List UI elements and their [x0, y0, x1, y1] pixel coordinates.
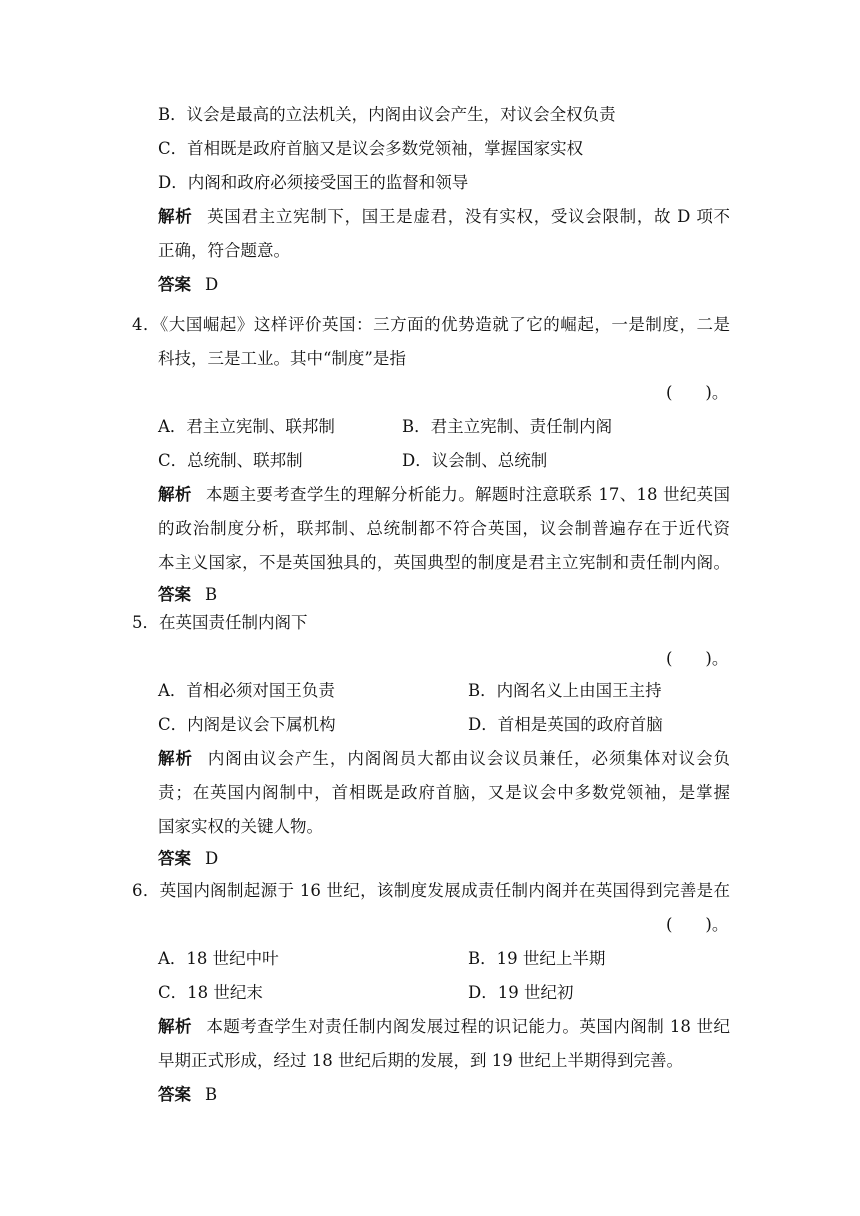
q6-answer: [158, 1084, 217, 1106]
q5-analysis-line-3: 国家实权的关键人物。: [158, 817, 323, 836]
q4-answer: [158, 584, 217, 606]
q3-analysis-line-1: 解析 英国君主立宪制下，国王是虚君，没有实权，受议会限制，故 D 项不: [158, 207, 731, 226]
q5-answer: [158, 848, 218, 870]
q4-option-a: A．君主立宪制、联邦制: [158, 417, 335, 436]
q5-analysis-label: 解析: [158, 749, 193, 768]
q5-option-d: D．首相是英国的政府首脑: [468, 715, 663, 734]
q5-answer-label: 答案: [158, 849, 191, 868]
q5-option-a: A．首相必须对国王负责: [158, 681, 335, 700]
q3-answer: [158, 274, 218, 296]
q4-answer-value: B: [205, 585, 218, 604]
q4-option-b: B．君主立宪制、责任制内阁: [402, 417, 613, 436]
q6-answer-blank: ( )。: [666, 915, 729, 934]
q6-analysis-line-2: 早期正式形成，经过 18 世纪后期的发展，到 19 世纪上半期得到完善。: [158, 1051, 683, 1070]
q4-analysis-line-3: 本主义国家，不是英国独具的，英国典型的制度是君主立宪制和责任制内阁。: [158, 553, 730, 572]
q4-option-d: D．议会制、总统制: [402, 451, 548, 470]
q6-analysis-line-1: 解析 本题考查学生对责任制内阁发展过程的识记能力。英国内阁制 18 世纪: [158, 1017, 730, 1036]
q3-answer-value: D: [205, 275, 219, 294]
q4-stem-line-2: 科技，三是工业。其中“制度”是指: [158, 349, 406, 368]
q4-answer-label: 答案: [158, 585, 191, 604]
q5-option-b: B．内阁名义上由国王主持: [468, 681, 662, 700]
q4-analysis-line-2: 的政治制度分析，联邦制、总统制都不符合英国，议会制普遍存在于近代资: [158, 519, 730, 538]
q5-analysis-line-1: 解析 内阁由议会产生，内阁阁员大都由议会议员兼任，必须集体对议会负: [158, 749, 730, 768]
q4-analysis-label: 解析: [158, 485, 192, 504]
q5-answer-blank: ( )。: [666, 649, 729, 668]
q6-stem: 6．英国内阁制起源于 16 世纪，该制度发展成责任制内阁并在英国得到完善是在: [132, 881, 730, 900]
q3-answer-label: 答案: [158, 275, 191, 294]
q3-option-d: D．内阁和政府必须接受国王的监督和领导: [158, 173, 469, 192]
q4-analysis-line-1: 解析 本题主要考查学生的理解分析能力。解题时注意联系 17、18 世纪英国: [158, 485, 730, 504]
q6-option-a: A．18 世纪中叶: [158, 949, 279, 968]
q5-option-c: C．内阁是议会下属机构: [158, 715, 336, 734]
q3-analysis-line-2: 正确，符合题意。: [158, 241, 290, 260]
q5-stem: 5．在英国责任制内阁下: [132, 613, 308, 632]
q3-option-c: C．首相既是政府首脑又是议会多数党领袖，掌握国家实权: [158, 139, 584, 158]
q6-option-c: C．18 世纪末: [158, 983, 263, 1002]
q4-option-c: C．总统制、联邦制: [158, 451, 303, 470]
q6-answer-label: 答案: [158, 1085, 191, 1104]
q4-answer-blank: ( )。: [666, 383, 729, 402]
q6-answer-value: B: [205, 1085, 218, 1104]
q6-analysis-label: 解析: [158, 1017, 192, 1036]
q6-option-d: D．19 世纪初: [468, 983, 574, 1002]
q5-answer-value: D: [205, 849, 219, 868]
q4-stem-line-1: 4．《大国崛起》这样评价英国：三方面的优势造就了它的崛起，一是制度，二是: [132, 315, 730, 334]
q3-option-b: B．议会是最高的立法机关，内阁由议会产生，对议会全权负责: [158, 105, 616, 124]
q6-option-b: B．19 世纪上半期: [468, 949, 606, 968]
q3-analysis-label: 解析: [158, 207, 193, 226]
q5-analysis-line-2: 责；在英国内阁制中，首相既是政府首脑，又是议会中多数党领袖，是掌握: [158, 783, 730, 802]
